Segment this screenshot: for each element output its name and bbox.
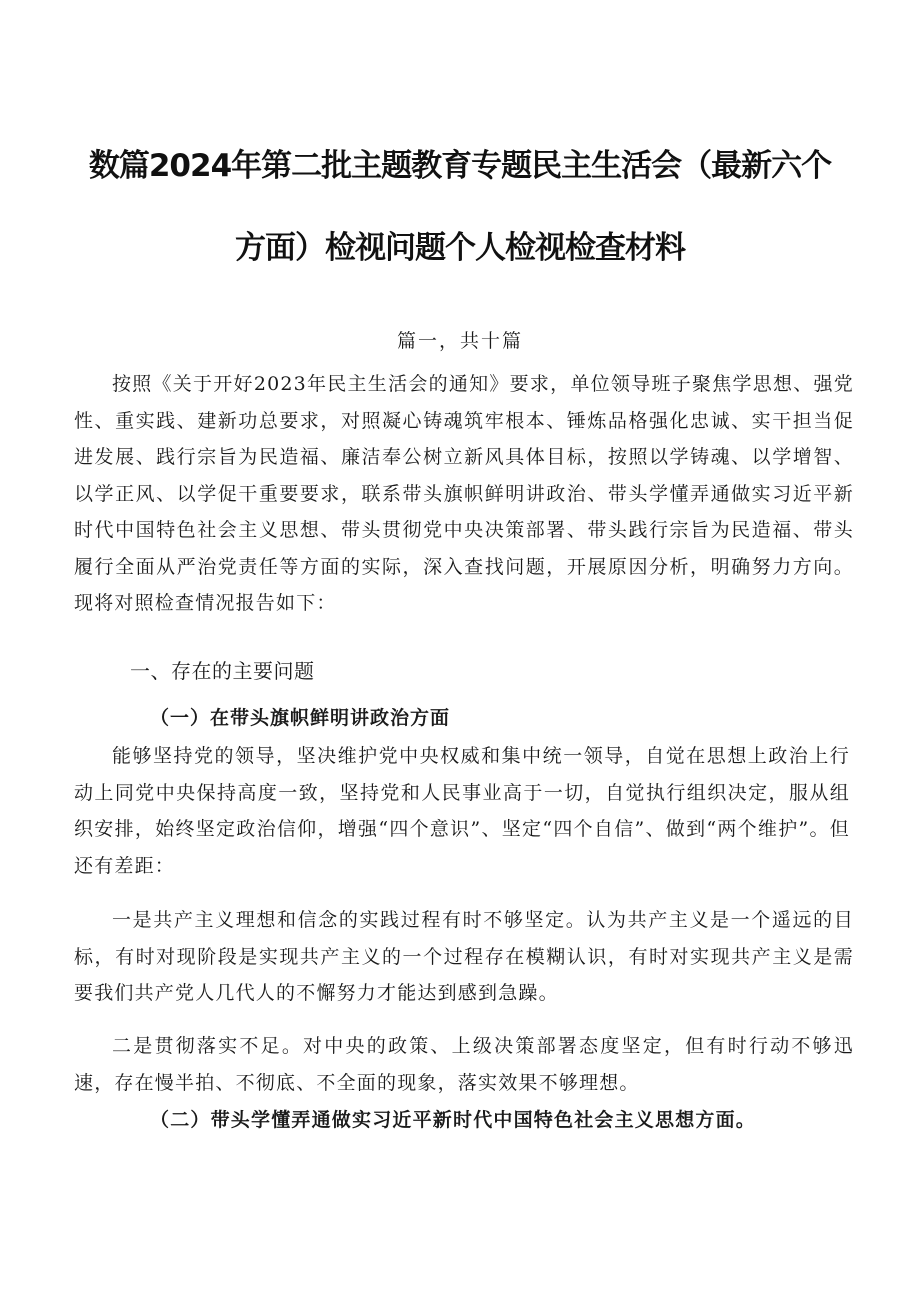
document-title-line-2: 方面）检视问题个人检视检查材料: [235, 230, 685, 266]
point-two-paragraph: 二是贯彻落实不足。对中央的政策、上级决策部署态度坚定，但有时行动不够迅速，存在慢半拍、不彻底、不全面的现象，落实效果不够理想。: [74, 1035, 854, 1094]
document-title-line-1: 数篇2024年第二批主题教育专题民主生活会（最新六个: [88, 148, 832, 184]
subsection-heading-theory-study: （二）带头学懂弄通做实习近平新时代中国特色社会主义思想方面。: [150, 1109, 757, 1131]
politics-paragraph: 能够坚持党的领导，坚决维护党中央权威和集中统一领导，自觉在思想上政治上行动上同党中央保持高度一致，坚持党和人民事业高于一切，自觉执行组织决定，服从组织安排，始终坚定政治信仰，增强“四个意识”、坚定“四个自信”、做到“两个维护”。但还有差距：: [74, 745, 850, 877]
point-one-paragraph: 一是共产主义理想和信念的实践过程有时不够坚定。认为共产主义是一个遥远的目标，有时对现阶段是实现共产主义的一个过程存在模糊认识，有时对实现共产主义是需要我们共产党人几代人的不懈努力才能达到感到急躁。: [74, 909, 854, 1004]
article-number: 篇一，共十篇: [396, 330, 523, 352]
subsection-heading-politics: （一）在带头旗帜鲜明讲政治方面: [150, 707, 451, 729]
intro-paragraph: 按照《关于开好2023年民主生活会的通知》要求，单位领导班子聚焦学思想、强党性、重实践、建新功总要求，对照凝心铸魂筑牢根本、锤炼品格强化忠诚、实干担当促进发展、践行宗旨为民造福、廉洁奉公树立新风具体目标，按照以学铸魂、以学增智、以学正风、以学促干重要要求，联系带头旗帜鲜明讲政治、带头学懂弄通做实习近平新时代中国特色社会主义思想、带头贯彻党中央决策部署、带头践行宗旨为民造福、带头履行全面从严治党责任等方面的实际，深入查找问题，开展原因分析，明确努力方向。现将对照检查情况报告如下：: [74, 373, 854, 614]
section-heading-main-problems: 一、存在的主要问题: [130, 659, 315, 683]
